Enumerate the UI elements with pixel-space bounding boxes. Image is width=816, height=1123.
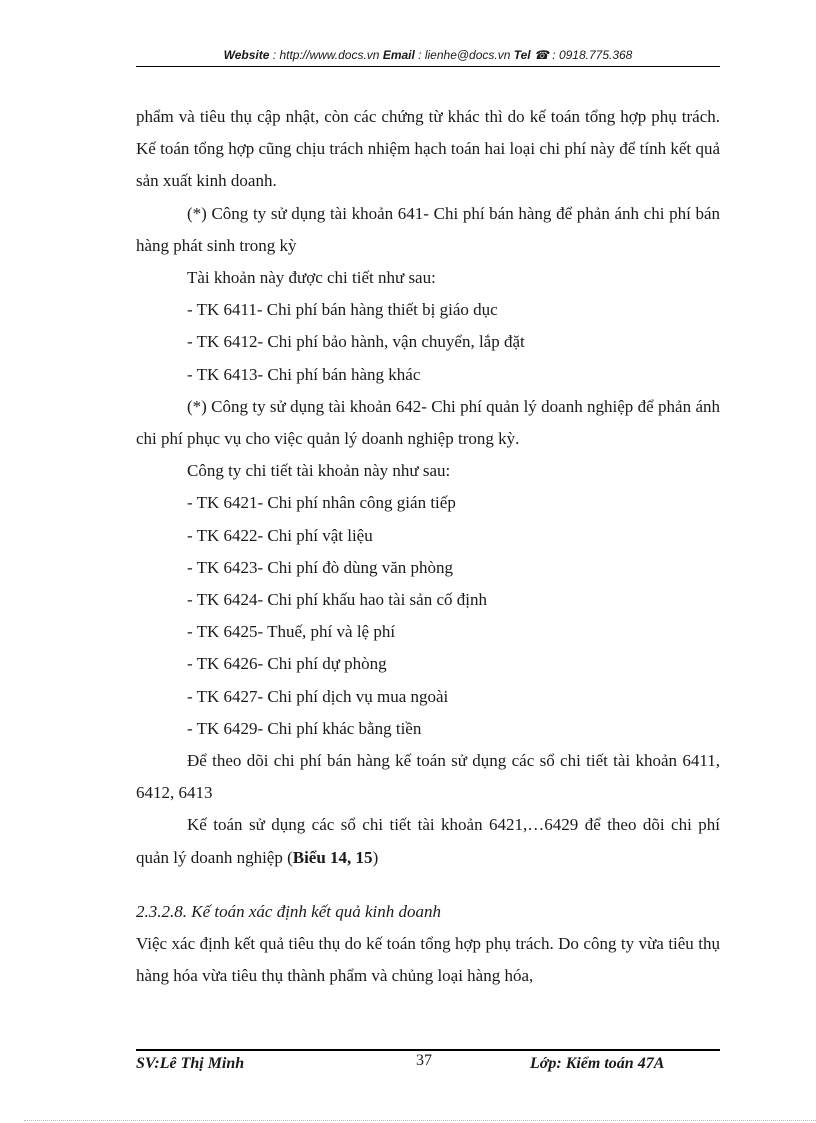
figure-reference: Biểu 14, 15: [292, 847, 373, 867]
list-item: - TK 6426- Chi phí dự phòng: [187, 654, 387, 674]
website-value: : http://www.docs.vn: [269, 48, 383, 62]
page-number: 37: [416, 1052, 432, 1069]
list-item: - TK 6424- Chi phí khấu hao tài sản cố định: [187, 590, 487, 610]
paragraph-5: Công ty chi tiết tài khoản này như sau:: [187, 461, 451, 481]
tel-value: ☎ : 0918.775.368: [530, 48, 633, 62]
section-heading: 2.3.2.8. Kế toán xác định kết quả kinh doanh: [136, 901, 442, 921]
list-item: - TK 6423- Chi phí đò dùng văn phòng: [187, 557, 454, 577]
paragraph-8: Việc xác định kết quả tiêu thụ do kế toán tổng hợp phụ trách. Do công ty vừa tiêu thụ hàng hóa vừa tiêu thụ thành phẩm và chủng loại hàng hóa,: [136, 934, 720, 986]
spacer: [136, 874, 720, 896]
header-divider: [136, 66, 720, 67]
email-value: : lienhe@docs.vn: [414, 48, 514, 62]
email-label: Email: [382, 48, 415, 62]
list-item: - TK 6425- Thuế, phí và lệ phí: [187, 622, 396, 642]
paragraph-7-text: Kế toán sử dụng các sổ chi tiết tài khoản 6421,…6429 để theo dõi chi phí quản lý doanh nghiệp (: [136, 815, 720, 867]
paragraph-2: (*) Công ty sử dụng tài khoản 641- Chi phí bán hàng để phản ánh chi phí bán hàng phát sinh trong kỳ: [136, 203, 720, 255]
document-body: [136, 101, 720, 992]
list-item: - TK 6413- Chi phí bán hàng khác: [187, 364, 421, 384]
paragraph-1: phẩm và tiêu thụ cập nhật, còn các chứng từ khác thì do kế toán tổng hợp phụ trách. Kế toán tổng hợp cũng chịu trách nhiệm hạch toán hai loại chi phí này để tính kết quả sản xuất kinh doanh.: [136, 107, 720, 191]
paragraph-3: Tài khoản này được chi tiết như sau:: [187, 268, 436, 288]
list-item: - TK 6421- Chi phí nhân công gián tiếp: [187, 493, 456, 513]
paragraph-7: [136, 809, 720, 873]
footer-class: Lớp: Kiểm toán 47A: [530, 1055, 665, 1072]
paragraph-6: Để theo dõi chi phí bán hàng kế toán sử dụng các sổ chi tiết tài khoản 6411, 6412, 6413: [136, 751, 720, 803]
page-header: [136, 48, 720, 62]
list-item: - TK 6412- Chi phí bảo hành, vận chuyển, lắp đặt: [187, 332, 525, 352]
paragraph-7-end: ): [372, 847, 379, 867]
page-edge-dotted-line: [24, 1120, 816, 1121]
list-item: - TK 6429- Chi phí khác bằng tiền: [187, 718, 422, 738]
list-item: - TK 6422- Chi phí vật liệu: [187, 525, 373, 545]
website-label: Website: [223, 48, 270, 62]
footer-divider: [136, 1049, 720, 1051]
footer-student: SV:Lê Thị Minh: [136, 1055, 245, 1072]
tel-label: Tel: [513, 48, 531, 62]
list-item: - TK 6427- Chi phí dịch vụ mua ngoài: [187, 686, 449, 706]
list-item: - TK 6411- Chi phí bán hàng thiết bị giáo dục: [187, 300, 498, 320]
paragraph-4: (*) Công ty sử dụng tài khoản 642- Chi phí quản lý doanh nghiệp để phản ánh chi phí phục vụ cho việc quản lý doanh nghiệp trong kỳ.: [136, 396, 720, 449]
